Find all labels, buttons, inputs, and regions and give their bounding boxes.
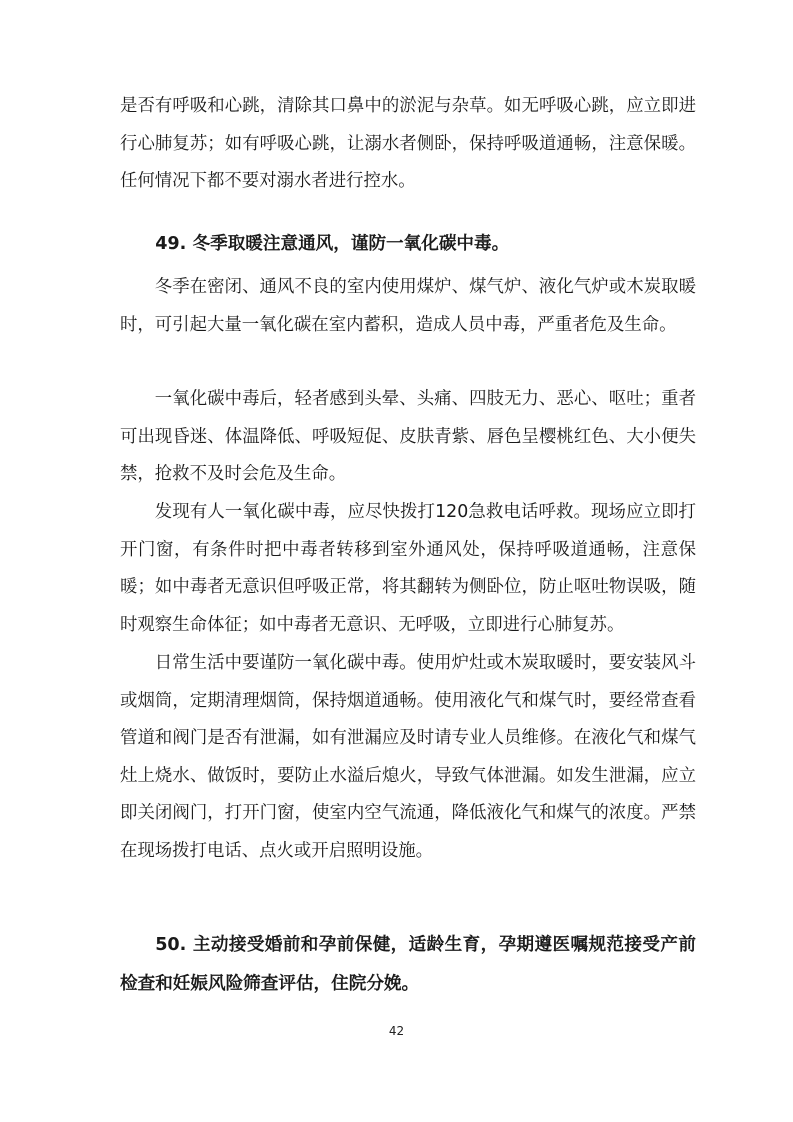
section-49-paragraph-4: 日常生活中要谨防一氧化碳中毒。使用炉灶或木炭取暖时，要安装风斗或烟筒，定期清理烟筒，保持烟道通畅。使用液化气和煤气时，要经常查看管道和阀门是否有泄漏，如有泄漏应及时请专业人员维修。在液化气和煤气灶上烧水、做饭时，要防止水溢后熄火，导致气体泄漏。如发生泄漏，应立即关闭阀门，打开门窗，使室内空气流通，降低液化气和煤气的浓度。严禁在现场拨打电话、点火或开启照明设施。 bbox=[120, 653, 696, 861]
section-49-paragraph-2: 一氧化碳中毒后，轻者感到头晕、头痛、四肢无力、恶心、呕吐；重者可出现昏迷、体温降低、呼吸短促、皮肤青紫、唇色呈樱桃红色、大小便失禁，抢救不及时会危及生命。 bbox=[120, 389, 696, 484]
section-49-title: 冬季取暖注意通风，谨防一氧化碳中毒。 bbox=[192, 233, 510, 254]
section-50-number: 50. bbox=[155, 935, 187, 955]
section-49-heading bbox=[120, 225, 696, 264]
section-49-paragraph-1: 冬季在密闭、通风不良的室内使用煤炉、煤气炉、液化气炉或木炭取暖时，可引起大量一氧化碳在室内蓄积，造成人员中毒，严重者危及生命。 bbox=[120, 277, 696, 335]
section-50-title: 主动接受婚前和孕前保健，适龄生育，孕期遵医嘱规范接受产前检查和妊娠风险筛查评估，住院分娩。 bbox=[120, 934, 696, 994]
section-50-heading bbox=[120, 926, 696, 1002]
section-49-number: 49. bbox=[155, 234, 187, 254]
section-49-paragraph-3: 发现有人一氧化碳中毒，应尽快拨打120急救电话呼救。现场应立即打开门窗，有条件时把中毒者转移到室外通风处，保持呼吸道通畅，注意保暖；如中毒者无意识但呼吸正常，将其翻转为侧卧位，防止呕吐物误吸，随时观察生命体征；如中毒者无意识、无呼吸，立即进行心肺复苏。 bbox=[120, 502, 696, 635]
continuation-paragraph: 是否有呼吸和心跳，清除其口鼻中的淤泥与杂草。如无呼吸心跳，应立即进行心肺复苏；如有呼吸心跳，让溺水者侧卧，保持呼吸道通畅，注意保暖。任何情况下都不要对溺水者进行控水。 bbox=[120, 96, 696, 191]
page-number: 42 bbox=[388, 1024, 405, 1038]
